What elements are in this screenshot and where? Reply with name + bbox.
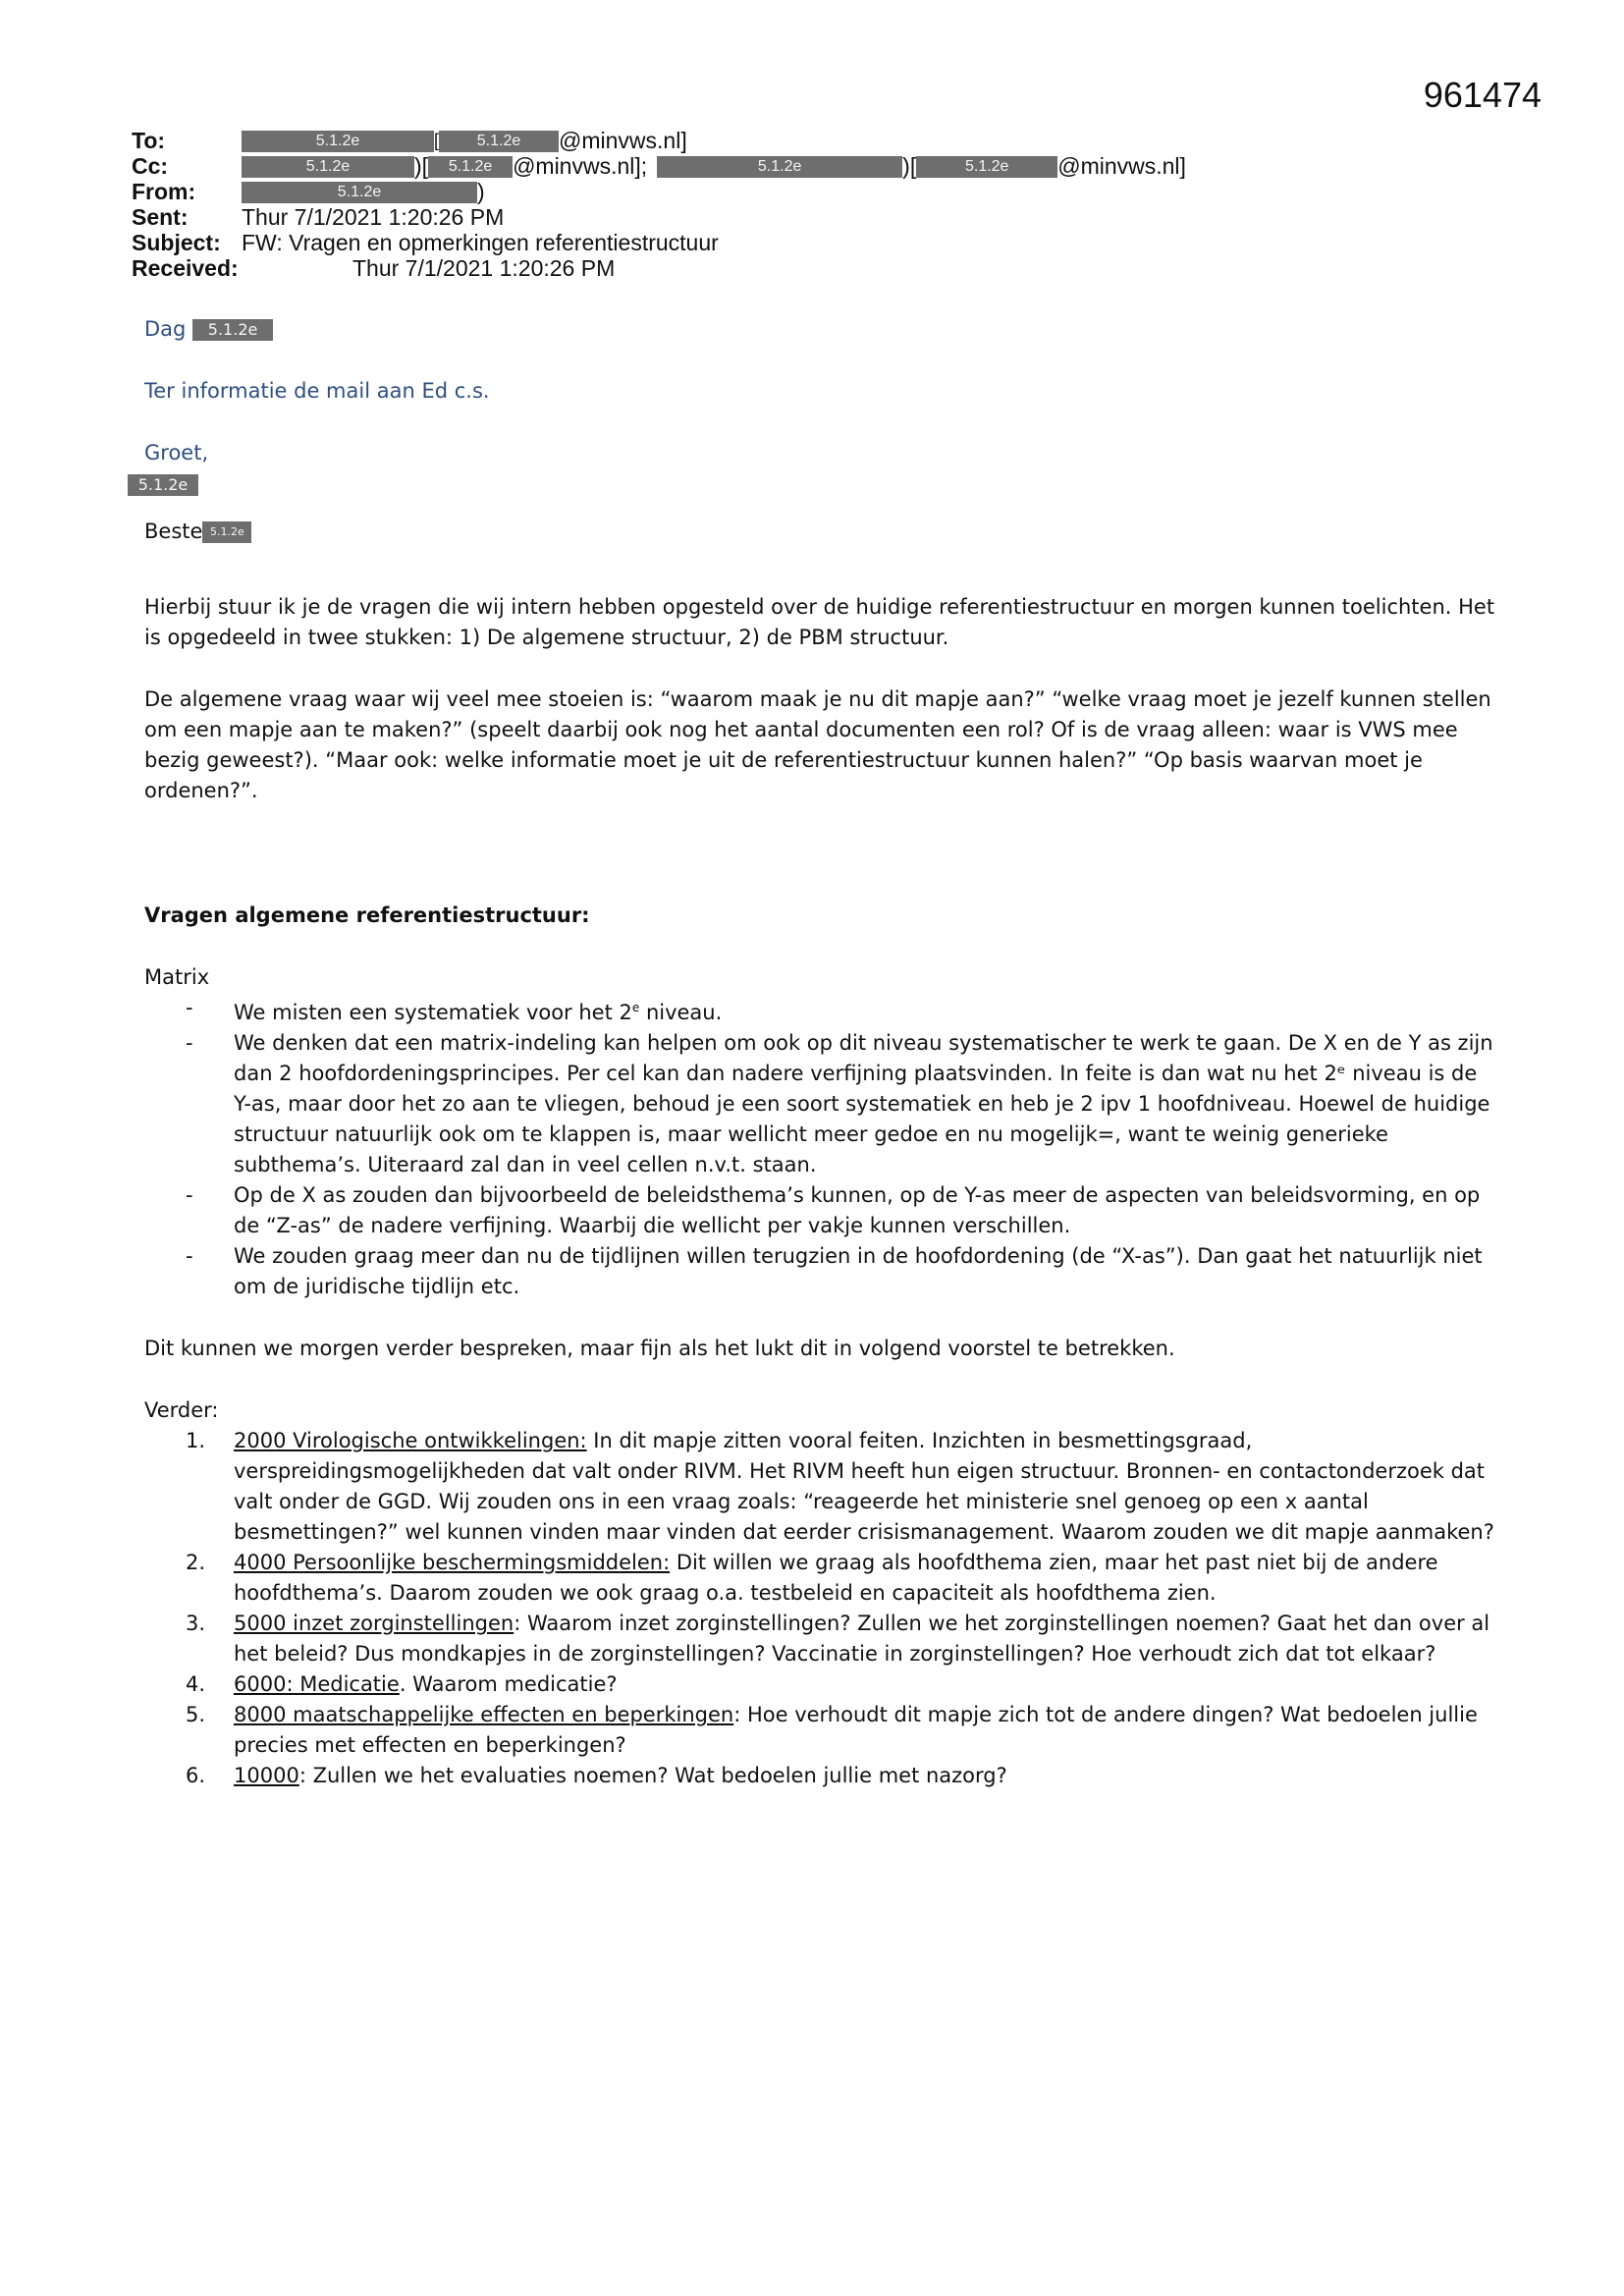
greeting-text: Dag <box>144 317 187 341</box>
document-id: 961474 <box>1423 75 1542 115</box>
item-title: 4000 Persoonlijke beschermingsmiddelen: <box>234 1551 671 1574</box>
intro-paragraph: Hierbij stuur ik je de vragen die wij intern hebben opgesteld over de huidige referentiestructuur en morgen kunnen toelichten. Het is opgedeeld in twee stukken: 1) De algemene structuur, 2) de PBM structuur. <box>144 595 1495 649</box>
from-label: From: <box>132 179 196 204</box>
sent-label: Sent: <box>132 204 189 230</box>
item-text: : Hoe verhoudt dit mapje zich tot de andere dingen? Wat bedoelen jullie precies met effecten en beperkingen? <box>234 1703 1478 1757</box>
list-item <box>144 1700 1499 1761</box>
from-paren: ) <box>477 179 485 204</box>
redaction-box: 5.1.2e <box>202 521 251 543</box>
item-title: 10000 <box>234 1764 299 1787</box>
from-value <box>242 179 485 205</box>
received-value: Thur 7/1/2021 1:20:26 PM <box>352 255 616 281</box>
list-item <box>144 1761 1499 1791</box>
matrix-list <box>144 993 1499 1302</box>
cc-email-1: @minvws.nl]; <box>513 153 648 179</box>
subject-label: Subject: <box>132 230 221 255</box>
cc-value <box>242 153 1186 180</box>
item-text: : Waarom inzet zorginstellingen? Zullen we het zorginstellingen noemen? Gaat het dan over al het beleid? Dus mondkapjes in de zorginstellingen? Vaccinatie in zorginstellingen? Hoe verhoudt zich dat tot elkaar? <box>234 1612 1490 1666</box>
further-label: Verder: <box>144 1398 219 1422</box>
list-item: - We denken dat een matrix-indeling kan helpen om ook op dit niveau systematischer te werk te gaan. De X en de Y as zijn dan 2 hoofdordeningsprincipes. Per cel kan dan nadere verfijning plaatsvinden. In feite is dan wat nu het 2ᵉ niveau is de Y-as, maar door het zo aan te vliegen, behoud je een soort systematiek en heb je 2 ipv 1 hoofdniveau. Hoewel de huidige structuur natuurlijk ook om te klappen is, maar wellicht meer gedoe en nu mogelijk=, want te weinig generieke subthema’s. Uiteraard zal dan in veel cellen n.v.t. staan. <box>144 1028 1499 1180</box>
redaction-box: 5.1.2e <box>657 156 902 178</box>
redaction-box: 5.1.2e <box>128 474 198 496</box>
item-number: 1. <box>186 1429 206 1452</box>
redaction-box: 5.1.2e <box>242 182 477 203</box>
list-item: - Op de X as zouden dan bijvoorbeeld de beleidsthema’s kunnen, op de Y-as meer de aspecten van beleidsvorming, en op de “Z-as” de nadere verfijning. Waarbij die wellicht per vakje kunnen verschillen. <box>144 1180 1499 1241</box>
list-item <box>144 1426 1499 1548</box>
to-email: @minvws.nl] <box>559 128 687 153</box>
general-question-paragraph: De algemene vraag waar wij veel mee stoeien is: “waarom maak je nu dit mapje aan?” “welke vraag moet je jezelf kunnen stellen om een mapje aan te maken?” (speelt daarbij ook nog het aantal documenten een rol? Of is de vraag alleen: waar is VWS mee bezig geweest?). “Maar ook: welke informatie moet je uit de referentiestructuur kunnen halen?” “Op basis waarvan moet je ordenen?”. <box>144 687 1491 802</box>
item-text: : Zullen we het evaluaties noemen? Wat bedoelen jullie met nazorg? <box>298 1764 1007 1787</box>
superscript: e <box>631 1001 640 1014</box>
redaction-box: 5.1.2e <box>428 156 513 178</box>
item-number: 6. <box>186 1764 206 1787</box>
received-label: Received: <box>132 255 239 281</box>
sent-value: Thur 7/1/2021 1:20:26 PM <box>242 204 505 230</box>
discuss-paragraph: Dit kunnen we morgen verder bespreken, maar fijn als het lukt dit in volgend voorstel te betrekken. <box>144 1337 1175 1360</box>
redaction-box: 5.1.2e <box>242 131 434 152</box>
item-number: 5. <box>186 1703 206 1726</box>
forward-greeting <box>144 314 1499 345</box>
item-title: 2000 Virologische ontwikkelingen: <box>234 1429 587 1452</box>
item-title: 5000 inzet zorginstellingen <box>234 1612 514 1635</box>
to-value <box>242 128 687 154</box>
cc-paren-1: )[ <box>414 153 429 179</box>
redaction-box: 5.1.2e <box>439 131 559 152</box>
cc-paren-2: )[ <box>902 153 917 179</box>
redaction-box: 5.1.2e <box>916 156 1057 178</box>
forward-closing: Groet, <box>144 441 209 465</box>
forward-info: Ter informatie de mail aan Ed c.s. <box>144 379 490 403</box>
cc-label: Cc: <box>132 153 169 179</box>
item-text: . Waarom medicatie? <box>399 1672 618 1696</box>
to-label: To: <box>132 128 166 153</box>
redaction-box: 5.1.2e <box>192 319 273 341</box>
list-item <box>144 1609 1499 1669</box>
item-text: In dit mapje zitten vooral feiten. Inzichten in besmettingsgraad, verspreidingsmogelijkheden dat valt onder RIVM. Het RIVM heeft hun eigen structuur. Bronnen- en contactonderzoek dat valt onder de GGD. Wij zouden ons in een vraag zoals: “reageerde het ministerie snel genoeg op een x aantal besmettingen?” wel kunnen vinden maar vinden dat eerder crisismanagement. Waarom zouden we dit mapje aanmaken? <box>234 1429 1494 1544</box>
section-title: Vragen algemene referentiestructuur: <box>144 903 590 927</box>
item-number: 4. <box>186 1672 206 1696</box>
list-item <box>144 1548 1499 1609</box>
item-title: 8000 maatschappelijke effecten en beperkingen <box>234 1703 734 1726</box>
matrix-item-1-end: niveau. <box>639 1001 723 1024</box>
matrix-item-1-text: We misten een systematiek voor het 2 <box>234 1001 632 1024</box>
email-body <box>137 314 1499 1791</box>
item-text: Dit willen we graag als hoofdthema zien, maar het past niet bij de andere hoofdthema’s. Daarom zouden we ook graag o.a. testbeleid en capaciteit als hoofdthema zien. <box>234 1551 1438 1605</box>
redaction-box: 5.1.2e <box>242 156 414 178</box>
list-item <box>144 1669 1499 1700</box>
subject-value: FW: Vragen en opmerkingen referentiestructuur <box>242 230 719 255</box>
item-title: 6000: Medicatie <box>234 1672 400 1696</box>
numbered-list <box>144 1426 1499 1791</box>
matrix-label: Matrix <box>144 965 210 989</box>
salutation <box>144 517 1499 547</box>
cc-email-2: @minvws.nl] <box>1057 153 1186 179</box>
list-item: - We zouden graag meer dan nu de tijdlijnen willen terugzien in de hoofdordening (de “X-as”). Dan gaat het natuurlijk niet om de juridische tijdlijn etc. <box>144 1241 1499 1302</box>
signature <box>128 468 1483 499</box>
salutation-text: Beste <box>144 519 203 543</box>
item-number: 2. <box>186 1551 206 1574</box>
list-item <box>144 993 1499 1028</box>
item-number: 3. <box>186 1612 206 1635</box>
to-bracket: [ <box>434 131 440 150</box>
